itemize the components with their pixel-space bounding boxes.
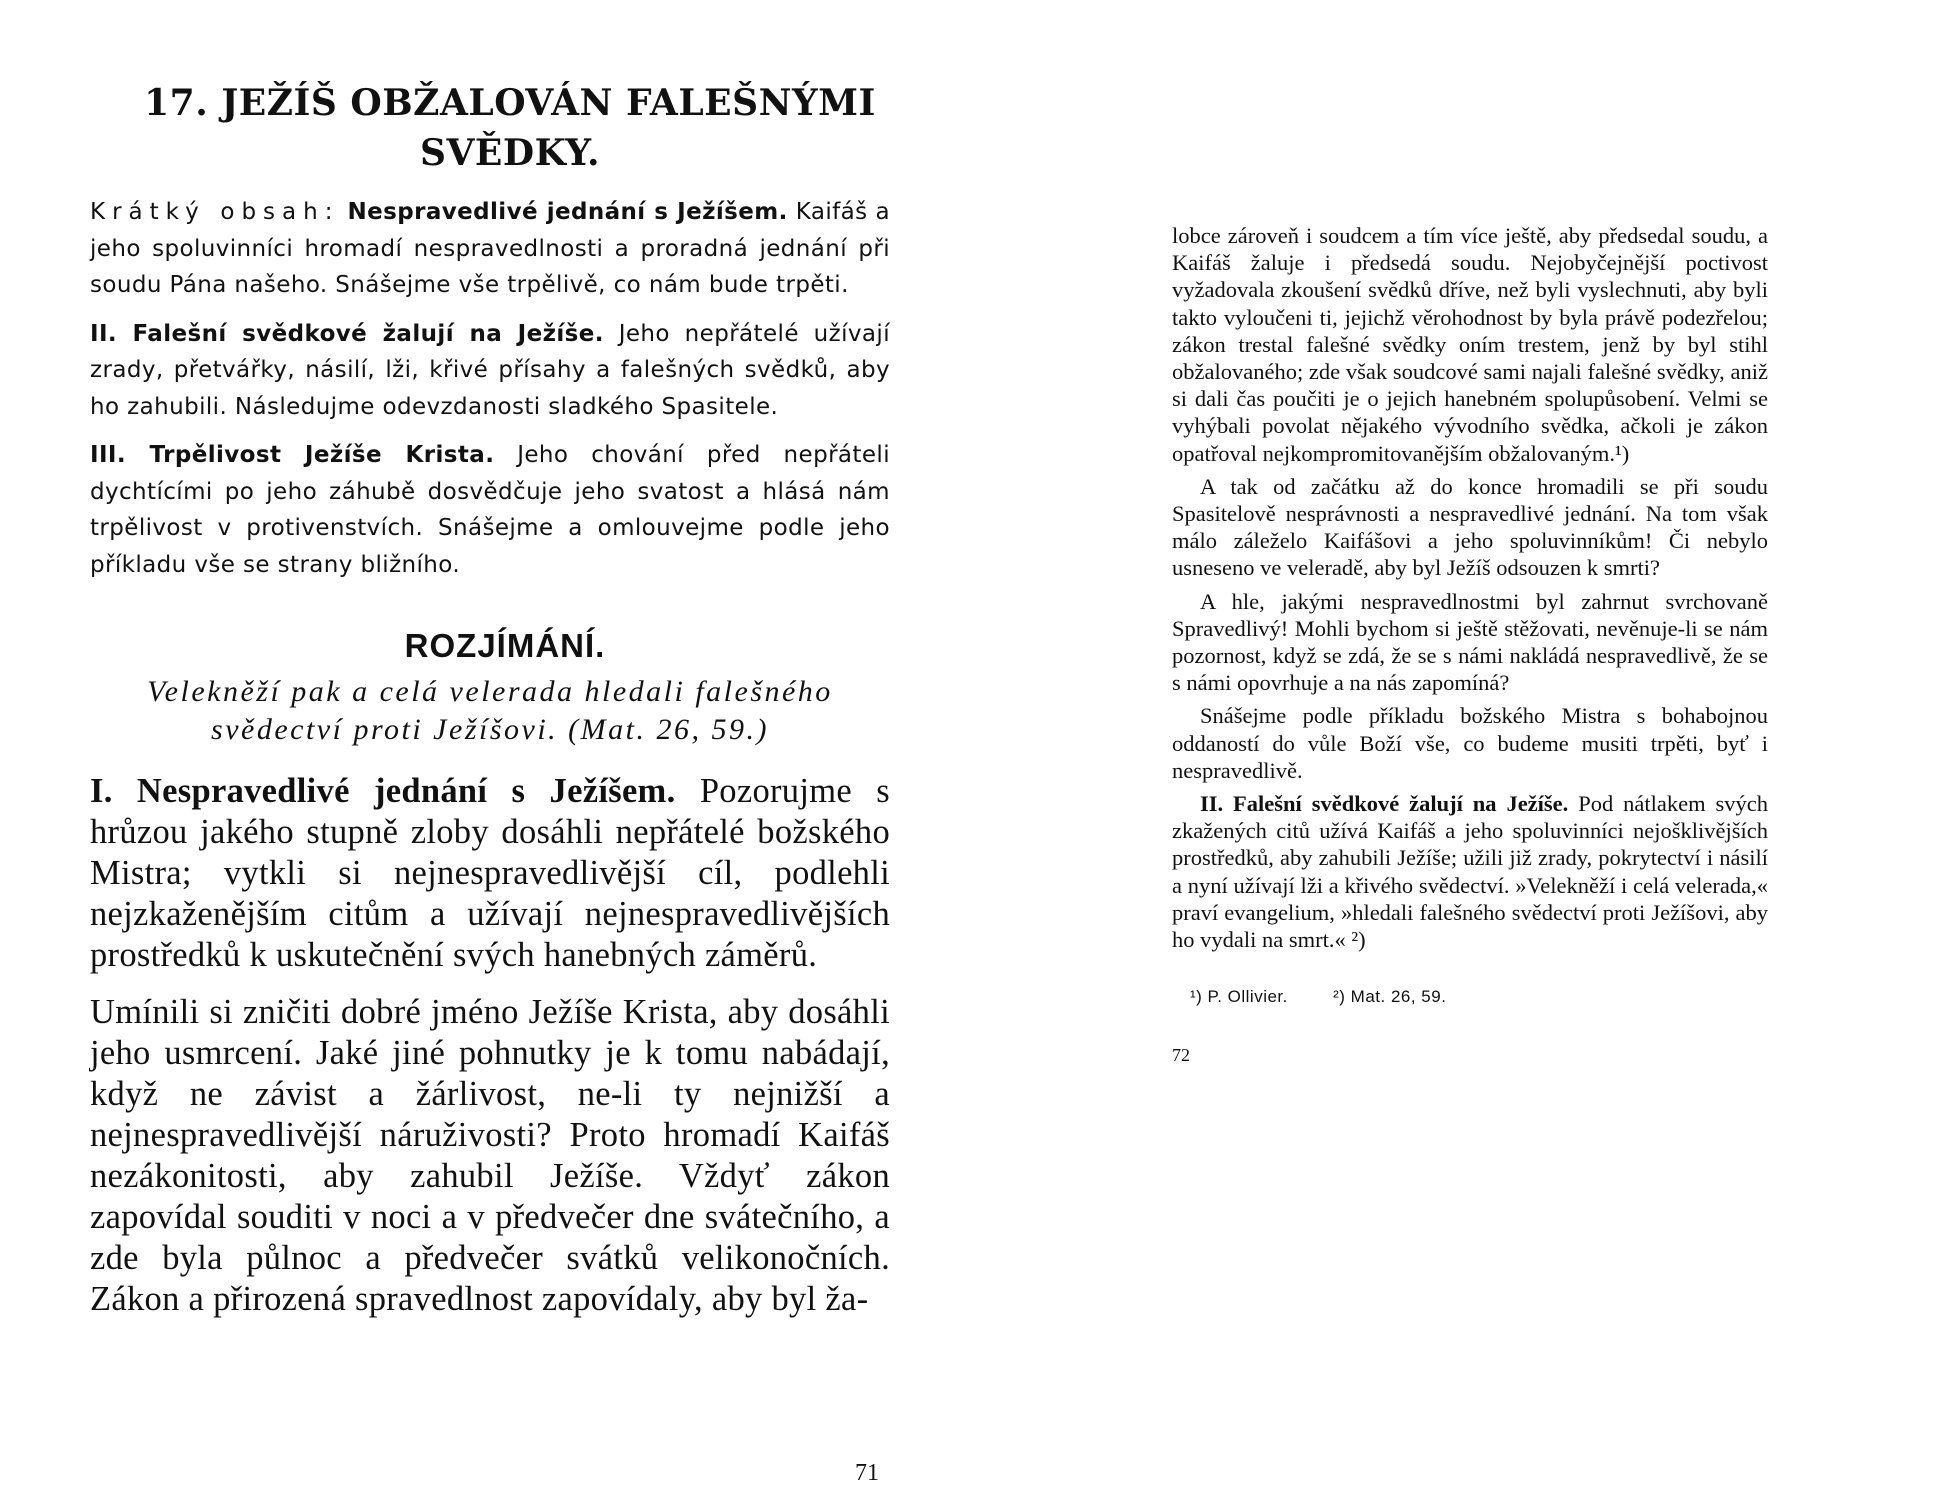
summary-point2	[90, 316, 890, 426]
section2-paragraph	[1172, 790, 1768, 953]
footnotes	[1190, 987, 1768, 1007]
footnote-2: ²) Mat. 26, 59.	[1333, 987, 1447, 1007]
left-page	[90, 78, 890, 1498]
section1-paragraph	[90, 771, 890, 976]
section1-heading: I. Nespravedlivé jednání s Ježíšem.	[90, 772, 676, 810]
summary-point1-heading: Nespravedlivé jednání s Ježíšem.	[347, 199, 788, 225]
right-page	[1172, 222, 1768, 1066]
page-number-right: 72	[1172, 1045, 1190, 1066]
summary-point3-heading: III. Trpělivost Ježíše Krista.	[90, 442, 495, 468]
page-number-left: 71	[855, 1460, 879, 1486]
right-paragraph-3: A hle, jakými nespravedlnostmi byl zahrnut svrchovaně Spravedlivý! Mohli bychom si ještě stěžovati, nevěnuje-li se nám pozornost, když se zdá, že se s námi nakládá nespravedlivě, že se s námi opovrhuje a na nás zapomíná?	[1172, 588, 1768, 696]
summary-lead: Krátký obsah:	[90, 199, 340, 225]
paragraph-2: Umínili si zničiti dobré jméno Ježíše Krista, aby dosáhli jeho usmrcení. Jaké jiné pohnutky je k tomu nabádají, když ne závist a žárlivost, ne-li ty nejnižší a nejnespravedlivější náruživosti? Proto hromadí Kaifáš nezákonitosti, aby zahubil Ježíše. Vždyť zákon zapovídal souditi v noci a v předvečer dne svátečního, a zde byla půlnoc a předvečer svátků velikonočních. Zákon a přirozená spravedlnost zapovídaly, aby byl ža-	[90, 993, 890, 1318]
section2-text: Pod nátlakem svých zkažených citů užívá Kaifáš a jeho spoluvinníci nejošklivějších prostředků, aby zahubili Ježíše; užili již zrady, pokrytectví i násilí a nyní užívají lži a křivého svědectví. »Velekněží i celá velerada,« praví evangelium, »hledali falešného svědectví proti Ježíšovi, aby ho vydali na smrt.« ²)	[1172, 791, 1769, 953]
summary-point2-text: Jeho nepřátelé užívají zrady, přetvářky, násilí, lži, křivé přísahy a falešných svědků, aby ho zahubili. Následujme odevzdanosti sladkého Spasitele.	[90, 320, 890, 420]
meditation-title: ROZJÍMÁNÍ.	[404, 627, 606, 664]
summary-point2-heading: II. Falešní svědkové žalují na Ježíše.	[90, 320, 604, 347]
chapter-title-line1: 17. JEŽÍŠ OBŽALOVÁN FALEŠNÝMI	[144, 82, 876, 124]
summary-point1	[90, 194, 890, 304]
footnote-1: ¹) P. Ollivier.	[1190, 987, 1288, 1007]
motto-quote: Velekněží pak a celá velerada hledali falešného svědectví proti Ježíšovi. (Mat. 26, 59.)	[147, 675, 833, 746]
right-paragraph-2: A tak od začátku až do konce hromadili se při soudu Spasitelově nesprávnosti a nespravedlivé jednání. Na tom však málo záleželo Kaifášovi a jeho spoluvinníkům! Či nebylo usneseno ve veleradě, aby byl Ježíš odsouzen k smrti?	[1172, 473, 1768, 581]
summary-point1-text: Kaifáš a jeho spoluvinníci hromadí nespravedlnosti a proradná jednání při soudu Pána našeho. Snášejme vše trpělivě, co nám bude trpěti.	[90, 199, 891, 298]
summary-point3	[90, 437, 890, 583]
chapter-title	[90, 78, 890, 178]
right-paragraph-1: lobce zároveň i soudcem a tím více ještě, aby předsedal soudu, a Kaifáš žaluje i předsedá soudu. Nejobyčejnější poctivost vyžadovala zkoušení svědků dříve, než byli vyslechnuti, aby byli takto vyloučeni ti, jejichž věrohodnost by byla právě podezřelou; zákon trestal falešné svědky oním trestem, jenž by byl stihl obžalovaného; zde však soudcové sami najali falešné svědky, aniž si dali čas poučiti je o jejich hanebném spolupůsobení. Velmi se vyhýbali povolat nějakého vývodního svědka, ačkoli je zákon opatřoval nejkompromitovanějším obžalovaným.¹)	[1172, 223, 1768, 466]
section1-text: Pozorujme s hrůzou jakého stupně zloby dosáhli nepřátelé božského Mistra; vytkli si nejnespravedlivější cíl, podlehli nejzkaženějším citům a užívají nejnespravedlivějších prostředků k uskutečnění svých hanebných záměrů.	[90, 772, 890, 974]
chapter-title-line2: SVĚDKY.	[419, 132, 600, 174]
right-paragraph-4: Snášejme podle příkladu božského Mistra s bohabojnou oddaností do vůle Boží vše, co budeme musiti trpěti, byť i nespravedlivě.	[1172, 703, 1768, 783]
section2-heading: II. Falešní svědkové žalují na Ježíše.	[1200, 791, 1569, 817]
summary-point3-text: Jeho chování před nepřáteli dychtícími po jeho záhubě dosvědčuje jeho svatost a hlásá nám trpělivost v protivenstvích. Snášejme a omlouvejme podle jeho příkladu vše se strany bližního.	[90, 442, 890, 578]
